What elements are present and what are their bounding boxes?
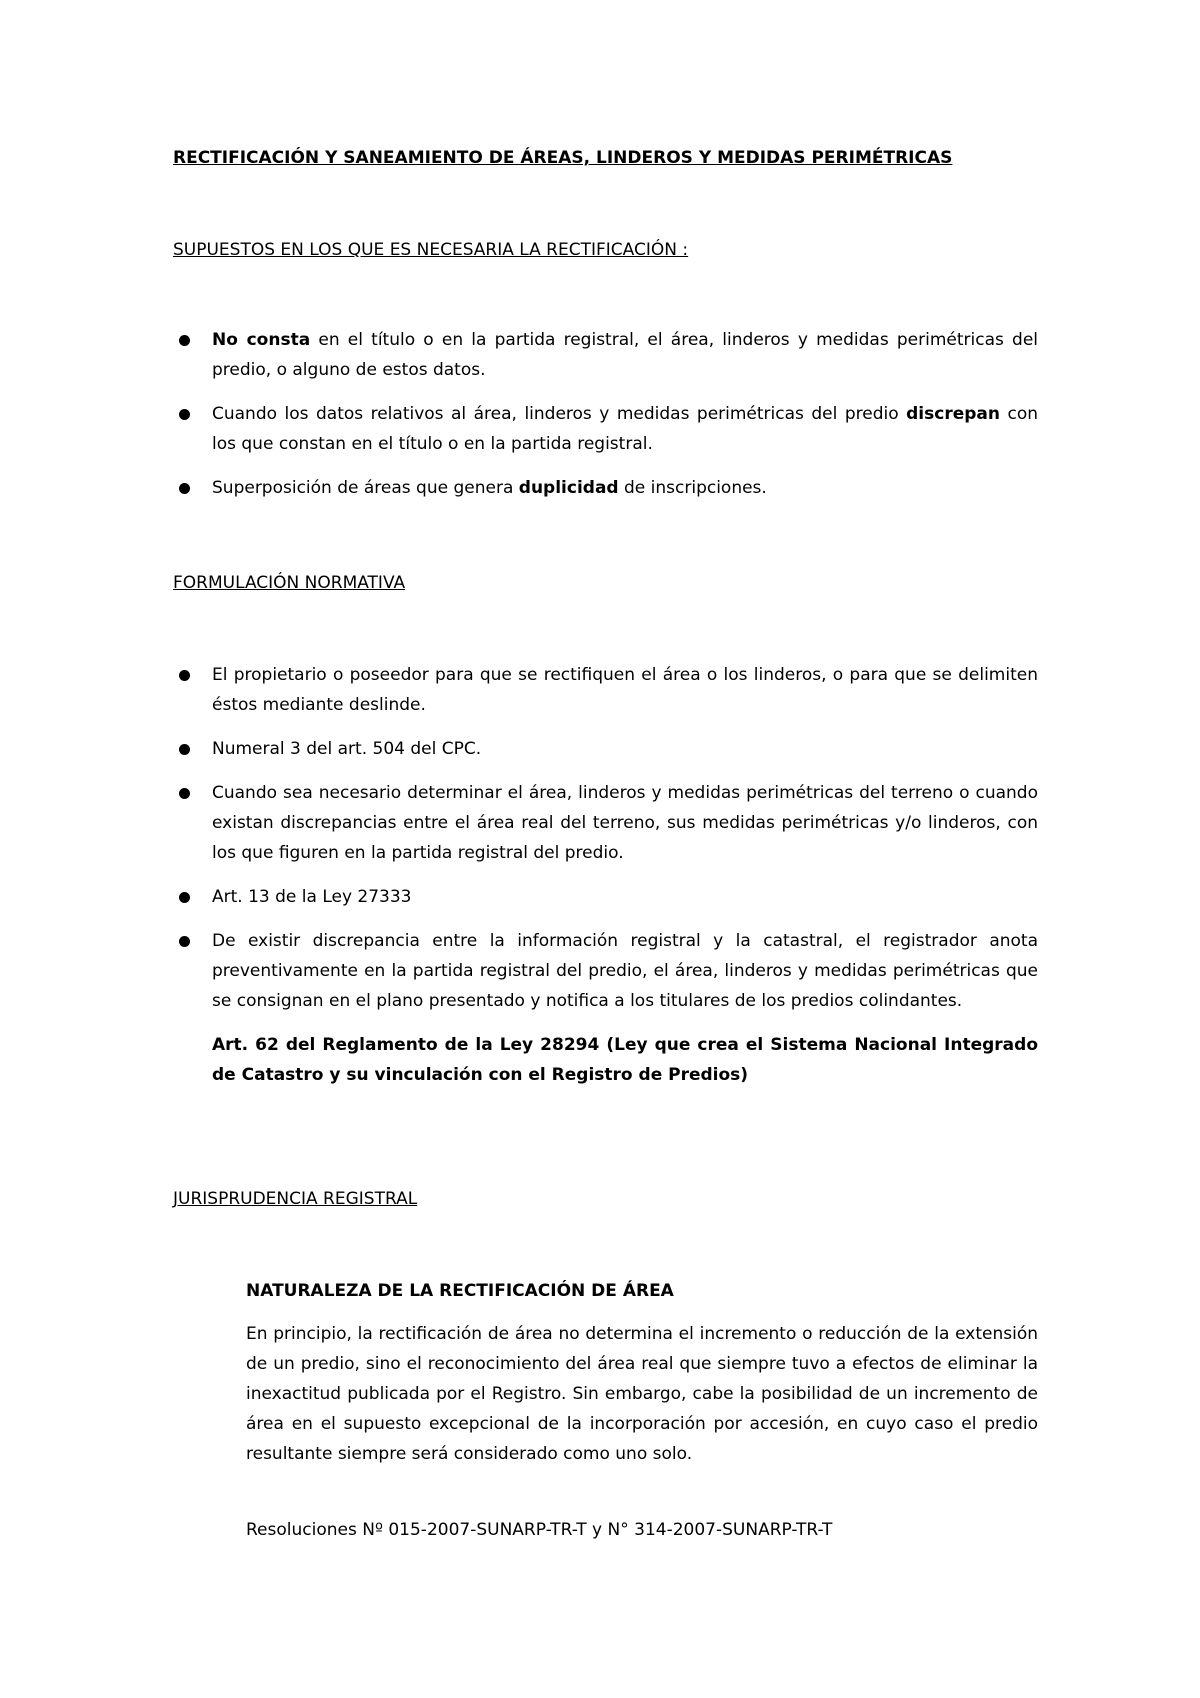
list-item <box>212 882 1038 912</box>
bold-term: discrepan <box>906 404 1000 424</box>
item-text: El propietario o poseedor para que se rectifiquen el área o los linderos, o para que se delimiten éstos mediante deslinde. <box>212 665 1038 715</box>
item-text: de inscripciones. <box>618 478 767 498</box>
list-item <box>212 778 1038 868</box>
item-text: en el título o en la partida registral, el área, linderos y medidas perimétricas del predio, o alguno de estos datos. <box>212 330 1038 380</box>
list-item <box>212 325 1038 385</box>
list-item <box>212 734 1038 764</box>
formulacion-list <box>212 660 1038 1090</box>
bullet-icon <box>179 788 190 799</box>
item-text: con los que constan en el título o en la partida registral. <box>212 404 1038 454</box>
bold-term: No consta <box>212 330 311 350</box>
section-heading-jurisprudencia: JURISPRUDENCIA REGISTRAL <box>173 1189 418 1209</box>
section-heading-supuestos: SUPUESTOS EN LOS QUE ES NECESARIA LA RECTIFICACIÓN : <box>173 240 689 260</box>
bullet-icon <box>179 670 190 681</box>
list-item <box>212 399 1038 459</box>
list-item <box>212 473 1038 503</box>
bullet-icon <box>179 892 190 903</box>
item-text: Numeral 3 del art. 504 del CPC. <box>212 739 482 759</box>
list-item <box>212 926 1038 1016</box>
document-title: RECTIFICACIÓN Y SANEAMIENTO DE ÁREAS, LINDEROS Y MEDIDAS PERIMÉTRICAS <box>173 148 953 168</box>
reference-text: Art. 62 del Reglamento de la Ley 28294 (Ley que crea el Sistema Nacional Integrado de Catastro y su vinculación con el Registro de Predios) <box>212 1035 1038 1085</box>
bullet-icon <box>179 744 190 755</box>
bullet-icon <box>179 409 190 420</box>
bold-term: duplicidad <box>518 478 619 498</box>
legal-reference <box>212 1030 1038 1090</box>
subheading-naturaleza: NATURALEZA DE LA RECTIFICACIÓN DE ÁREA <box>246 1281 674 1301</box>
list-item <box>212 660 1038 720</box>
bullet-icon <box>179 483 190 494</box>
paragraph-naturaleza: En principio, la rectificación de área no determina el incremento o reducción de la extensión de un predio, sino el reconocimiento del área real que siempre tuvo a efectos de eliminar la inexactitud publicada por el Registro. Sin embargo, cabe la posibilidad de un incremento de área en el supuesto excepcional de la incorporación por accesión, en cuyo caso el predio resultante siempre será considerado como uno solo. <box>246 1324 1038 1464</box>
bullet-icon <box>179 936 190 947</box>
supuestos-list <box>212 325 1038 503</box>
section-heading-formulacion: FORMULACIÓN NORMATIVA <box>173 573 406 593</box>
item-text: Art. 13 de la Ley 27333 <box>212 887 412 907</box>
bullet-icon <box>179 335 190 346</box>
item-text: Superposición de áreas que genera <box>212 478 519 498</box>
resolutions-reference: Resoluciones Nº 015-2007-SUNARP-TR-T y N° 314-2007-SUNARP-TR-T <box>246 1520 833 1540</box>
item-text: De existir discrepancia entre la información registral y la catastral, el registrador anota preventivamente en la partida registral del predio, el área, linderos y medidas perimétricas que se consignan en el plano presentado y notifica a los titulares de los predios colindantes. <box>212 931 1038 1011</box>
item-text: Cuando los datos relativos al área, linderos y medidas perimétricas del predio <box>212 404 907 424</box>
item-text: Cuando sea necesario determinar el área, linderos y medidas perimétricas del terreno o cuando existan discrepancias entre el área real del terreno, sus medidas perimétricas y/o linderos, con los que figuren en la partida registral del predio. <box>212 783 1038 863</box>
